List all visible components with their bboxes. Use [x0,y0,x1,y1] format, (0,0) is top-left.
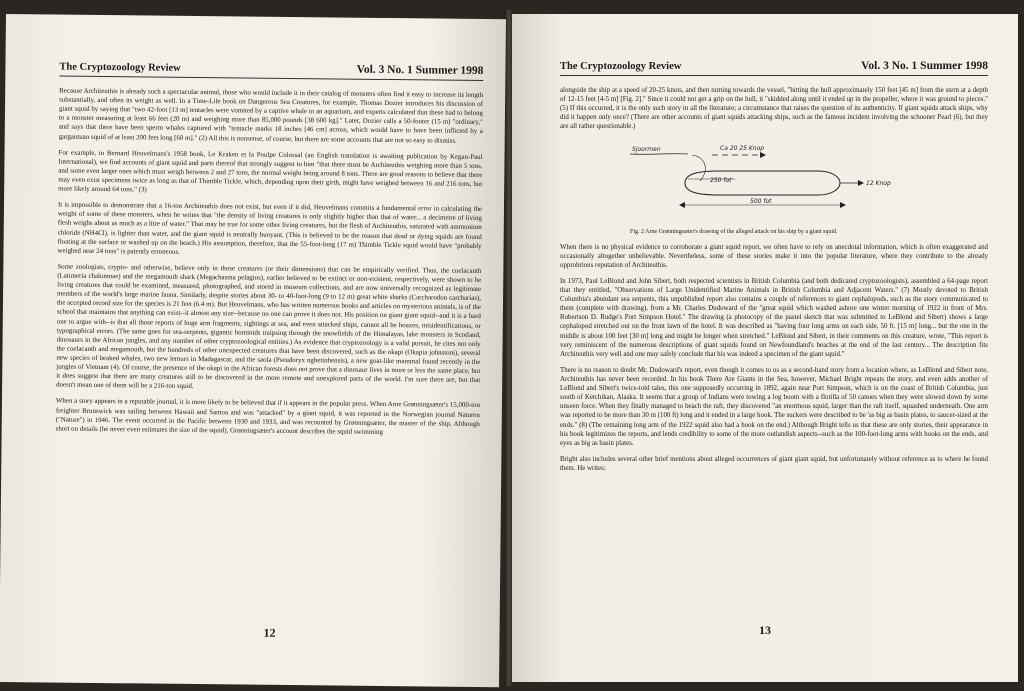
page-header [560,60,988,76]
journal-title: The Cryptozoology Review [560,61,682,72]
paragraph: There is no reason to doubt Mr. Dudoward's report, even though it comes to us as a second-hand story from a location where, as LeBlond and Sibert note, Architeuthis has never been recorded. In his book There Are Giants in the Sea, however, Michael Bright repeats the story, and even adds another of LeBlond and Sibert's twice-told tales, this one supposedly occurring in 1892, again near Port Simpson, which is on the coast of British Columbia, just south of Ketchikan, Alaska. It seems that a group of Indians were towing a log boom with a flotilla of 50 canoes when they were slowed down by some unseen force. When they finally managed to beach the raft, they discovered "an enormous squid, larger than the raft itself, squashed underneath. One arm was reported to be more than 30 m (100 ft) long and it ended in a large hook. The suckers were described to be 'as big as basin plates, to saucer-sized at the ends." (8) (The remaining long arm of the 1922 squid also had a hook on the end.) Although Bright tells us that these are only stories, their appearance in his book legitimizes the reports, and lends credibility to some of the more outlandish aspects--such as the 100-foot-long arms with hooks on the ends, and eyes as big as basin plates. [560,366,988,447]
paragraph: When a story appears in a reputable journal, it is more likely to be believed that if it appears in the popular press. When Arne Grønningsæter's 15,000-ton freighter Brunswick was sailing between Hawaii and Samoa and was "attacked" by a giant squid, it was reported in the Norwegian journal Naturen ("Nature") in 1946. The event occurred in the Pacific between 1930 and 1933, and was recounted by Grønningsæter, the master of the ship. Although short on details (he never even estimates the size of the squid), Grønningsæter's account describes the squid swimming [55,397,480,436]
page-number: 13 [759,623,771,637]
paragraph: Some zoologists, crypto- and otherwise, believe only in those creatures (or their dimensions) that can be empirically verified. Thus, the coelacanth (Latimeria chalumnae) and the megamouth shark (Megachasma pelagios), earlier believed to be extinct or non-existent, respectively, were shown to be living creatures that could be examined, measured, photographed, and stored in museum collections, and are now universally recognized as legitimate members of the world's large marine fauna. Similarly, despite stories about 30- to 40-foot-long (9 to 12 m) great white sharks (Carcharodon carcharias), the accepted record size for the species is 21 feet (6.4 m). But Heuvelmans, who has written numerous books and articles on mysterious animals, is of the school that maintains that anything can exist--it almost any size--because no one can prove it does not. His position on giant giant squid--and it is a hard one to argue with--is that all those reports of huge arm fragments, sightings at sea, and even attacked ships, cannot all be hoaxes, misidentifications, or typographical errors. (The same goes for sea-serpents, gigantic hominids traipsing through the snowfields of the Himalayas, lake monsters in Scotland, dinosaurs in the African jungles, and any number of other cryptozoological entities.) As evidence that cryptozoology is a valid pursuit, he cites not only the coelacanth and megamouth, but the hundreds of other unexpected creatures that have been discovered, such as the okapi (Okapia johnstoni), several new species of beaked whales, two new lemurs in Madagascar, and the saola (Pseudoryx nghetinhensis), a new goat-like mammal found recently in the jungles of Vietnam (4). Of course, the presence of the okapi in the African forests does not prove that a dinosaur lives in more or less the same place, but it does suggest that there are many creatures still to be discovered in the more remote and unexplored parts of the world. I'm sure there are, but that doesn't mean one of them will be a 216-ton squid. [56,263,482,391]
paragraph: It is impossible to demonstrate that a 16-ton Architeuthis does not exist, but even if it did, Heuvelmans commits a fundamental error in calculating the weight of some of these monsters, when he writes that "the density of living creatures is only slightly higher than that of water... a decimetre of living flesh weighs about as much as a litre of water." That may be true for some other living creatures, but the flesh of Architeuthis, saturated with ammonium chloride (NH4Cl), is lighter than water, and the giant squid is neutrally buoyant. (This is believed to be the reason that dead or dying squids are found floating at the surface or washed up on the beach.) His assumption, therefore, that the 55-foot-long (17 m) Thimble Tickle squid would have "probably weighed near 24 tons" is patently erroneous. [57,201,483,256]
arrow-head-icon [679,202,685,208]
figure-squid-attack [560,139,988,225]
figure-label-500: 500 fot [750,197,772,205]
figure-label-speed: Ca 20 25 Knop [720,144,765,152]
figure-label-12knop: 12 Knop [866,179,891,187]
left-page [0,14,506,687]
issue-label: Vol. 3 No. 1 Summer 1998 [861,60,988,72]
squid-turn-line [692,155,705,181]
paragraph: When there is no physical evidence to corroborate a giant squid report, we often have to rely on anecdotal information, which is often exaggerated and occasionally altogether unbelievable. Nevertheless, some of these stories make it into the popular literature, where they contribute to the already opprobrious reputation of Architeuthis. [560,243,988,269]
figure-drawing [560,139,988,225]
arrow-head-icon [840,202,846,208]
ship-hull-outline [685,171,840,195]
issue-label: Vol. 3 No. 1 Summer 1998 [356,63,484,78]
paragraph: Because Architeuthis is already such a spectacular animal, those who would include it in their catalog of monsters often find it easy to increase its length substantially, and often its weight as well. In a Time-Life book on Dangerous Sea Creatures, for example, Thomas Dozier introduces his discussion of giant squid by saying that "two 42-foot [13 m] tentacles were vomited by a captive whale in an aquarium, and experts calculated that these had to belong to a monster measuring at least 66 feet (20 m) and weighing more than 85,000 pounds [38 600 kg]." Later, Dozier calls a 50-footer (15 m) "ordinary," and says that there have been sperm whales captured with "tentacle marks 18 inches [46 cm] across, which would have to have been inflicted by a gargantuan squid of at least 200 feet long [60 m]." (2) All this is nonsense, of course, but there are some accounts that are not so easy to dismiss. [58,87,484,145]
figure-label-sjoormen: Sjoormen [632,145,661,153]
page-number: 12 [263,625,276,640]
journal-title: The Cryptozoology Review [59,61,181,74]
paragraph: In 1973, Paul LeBlond and John Sibert, both respected scientists in British Columbia (and both dedicated cryptozoologists), assembled a 64-page report that they entitled, "Observations of Large Unidentified Marine Animals in British Columbia and Adjacent Waters." (7) Mostly devoted to British Columbia's abundant sea serpents, this unpublished report also contains a couple of references to giant cephalopods, such as the story communicated to them (complete with drawing), from a Mr. Charles Dudoward of the "great squid which washed ashore one winter morning of 1922 in front of Mrs. Robertson D. Rudge's Port Simpson Hotel." The drawing (a photocopy of the pastel sketch that was submitted to LeBlond and Sibert) shows a large cephalopod stretched out on the front lawn of the hotel. It was described as "having four long arms on each side, 50 ft. [15 m] long... but the one in the middle is about 100 feet [30 m] long and might be longer when stretched." LeBlond and Sibert, in their comments on this creature, wrote, "This report is very reminiscent of the numerous descriptions of giant squids found on Newfoundland's beaches at the end of the last century... The description fits Architeuthis very well and one may safely conclude that his was indeed a specimen of the giant squid." [560,277,988,358]
page-header [59,61,483,81]
figure-caption: Fig. 2 Arne Grønningsæter's drawing of the alleged attack on his ship by a giant squid. [630,228,838,235]
squid-path-line [630,153,688,154]
paragraph: alongside the ship at a speed of 20-25 knots, and then turning towards the vessel, "hitting the hull approximately 150 feet [45 m] from the stern at a depth of 12-15 feet [4-5 m] [Fig. 2]." Since it could not get a grip on the hull, it "skidded along until it ended up in the propeller, where it was ground to pieces." (5) If this occurred, it is the only such story in all the literature; a circumstance that raises the question of its authenticity. If giant squids attack ships, why did it happen only once? (There are other accounts of giant squids attacking ships, such as the famous incident involving the schooner Pearl (6), but they are all rather questionable.) [560,87,988,131]
paragraph: For example, in Bernard Heuvelmans's 1958 book, Le Kraken et la Poulpe Colossal (an English translation is awaiting publication by Kegan-Paul International), we find accounts of giant squid and parts thereof that strongly suggest to him "that there must be Architeuthis weighing more than 5 tons, and some even larger ones which must weigh between 2 and 27 tons, the normal weight being around 8 tons. There are good reasons to believe that there may even exist specimens twice as long as that of Thimble Tickle, which, depending upon their girth, might have weighed between 16 and 216 tons, but more likely around 64 tons." (3) [58,149,483,194]
figure-label-250: 250 fot [710,176,732,184]
paragraph: Bright also includes several other brief mentions about alleged occurrences of giant giant squid, but unfortunately without reference as to where he found them. He writes: [560,455,988,472]
right-page [512,14,1018,682]
arrow-head-icon [858,180,864,186]
arrow-head-icon [760,152,766,158]
